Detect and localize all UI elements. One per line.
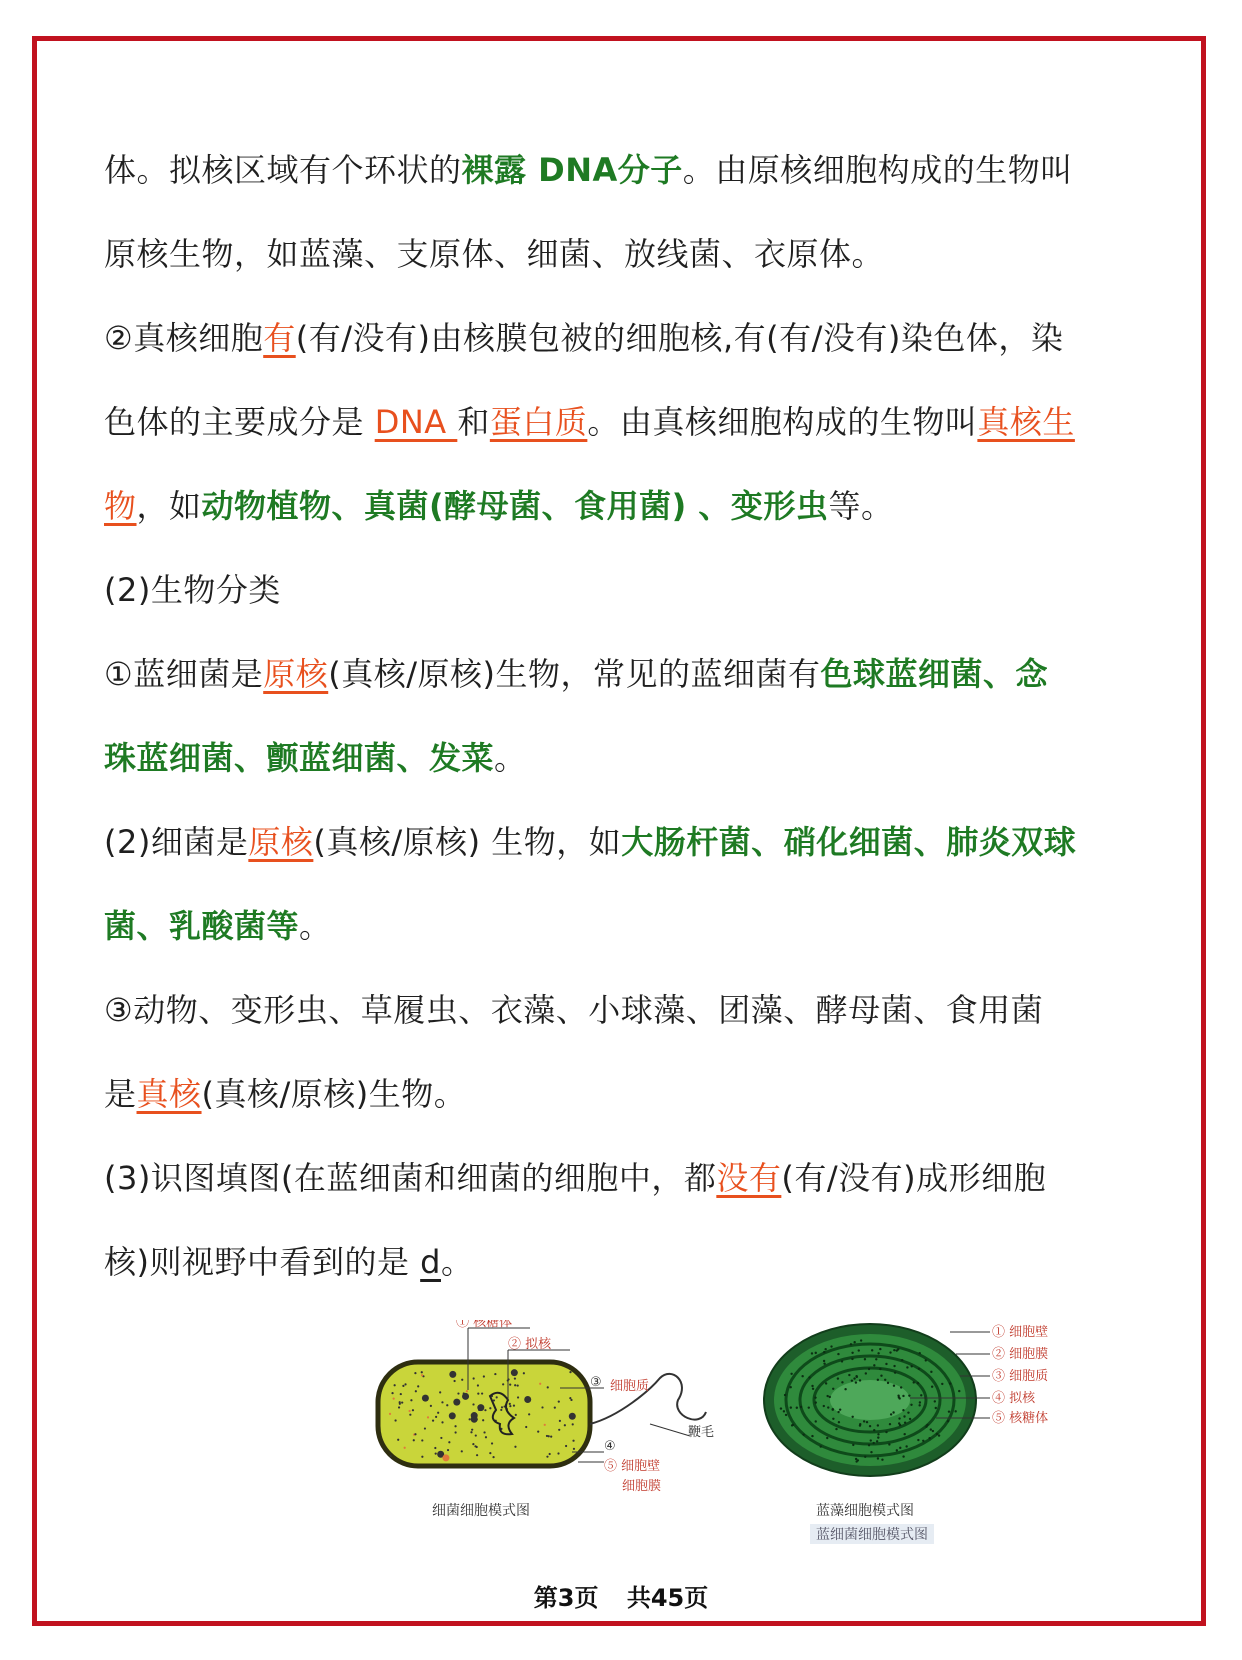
keyword-green: 色球蓝细菌、念: [820, 655, 1048, 693]
text-segment: 核)则视野中看到的是: [104, 1243, 421, 1281]
text-line: [104, 296, 1154, 380]
text-line: [104, 1052, 1154, 1136]
page-footer: [0, 1578, 1242, 1613]
text-segment: (有/没有)由核膜包被的细胞核,有(有/没有)染色体，染: [295, 319, 1064, 357]
text-line: [104, 800, 1154, 884]
answer-blank: 有: [263, 319, 296, 357]
bact-label-wall: ⑤ 细胞壁: [604, 1459, 661, 1474]
text-segment: (2)生物分类: [104, 571, 281, 609]
text-segment: ②真核细胞: [104, 319, 264, 357]
text-line: [104, 968, 1154, 1052]
page-total: 共45页: [626, 1584, 709, 1612]
cyano-caption: 蓝藻细胞模式图: [816, 1503, 914, 1519]
bact-label-cytoplasm: 细胞质: [610, 1379, 650, 1394]
text-segment: (真核/原核)生物，常见的蓝细菌有: [328, 655, 821, 693]
text-line: [104, 212, 1154, 296]
text-line: [104, 884, 1154, 968]
answer-underlined: d: [420, 1243, 441, 1281]
answer-blank: DNA: [374, 403, 458, 441]
cyano-label-nucleoid: ④ 拟核: [992, 1391, 1036, 1406]
text-line: [104, 1136, 1154, 1220]
cyano-label-wall: ① 细胞壁: [992, 1325, 1049, 1340]
text-segment: (有/没有)成形细胞: [781, 1159, 1047, 1197]
text-body: [104, 128, 1154, 1304]
answer-blank: 真核: [136, 1075, 202, 1113]
text-segment: 等。: [828, 487, 894, 525]
answer-blank: 蛋白质: [489, 403, 588, 441]
keyword-green: 大肠杆菌、硝化细菌、肺炎双球: [621, 823, 1077, 861]
text-segment: 。由原核细胞构成的生物叫: [682, 151, 1073, 189]
text-segment: (真核/原核)生物。: [201, 1075, 467, 1113]
text-segment: 。: [494, 739, 527, 777]
text-line: [104, 128, 1154, 212]
text-segment: 。: [299, 907, 332, 945]
text-segment: (2)细菌是: [104, 823, 249, 861]
bact-label-membrane: 细胞膜: [622, 1479, 662, 1494]
text-line: [104, 380, 1154, 464]
text-segment: 色体的主要成分是: [104, 403, 375, 441]
cyano-figure: [760, 1320, 1120, 1543]
text-segment: (真核/原核) 生物，如: [313, 823, 622, 861]
keyword-green: 菌、乳酸菌等: [104, 907, 300, 945]
bact-label-3: ③: [590, 1375, 602, 1390]
text-segment: (3)识图填图(在蓝细菌和细菌的细胞中，都: [104, 1159, 717, 1197]
text-line: [104, 1220, 1154, 1304]
text-line: [104, 632, 1154, 716]
bact-label-flagellum: 鞭毛: [688, 1425, 715, 1440]
page-number: 第3页: [533, 1584, 599, 1612]
text-line: [104, 548, 1154, 632]
answer-blank: 原核: [263, 655, 329, 693]
cyano-label-cytoplasm: ③ 细胞质: [992, 1369, 1049, 1384]
text-segment: 原核生物，如蓝藻、支原体、细菌、放线菌、衣原体。: [104, 235, 885, 273]
bacteria-diagram: [360, 1320, 740, 1500]
text-segment: 。由真核细胞构成的生物叫: [587, 403, 978, 441]
text-segment: 是: [104, 1075, 137, 1113]
cyano-diagram: [760, 1320, 1120, 1500]
text-line: [104, 464, 1154, 548]
cyano-label-ribosome: ⑤ 核糖体: [992, 1411, 1049, 1426]
text-segment: 体。拟核区域有个环状的: [104, 151, 462, 189]
answer-blank: 没有: [716, 1159, 782, 1197]
cyano-label-membrane: ② 细胞膜: [992, 1347, 1049, 1362]
text-segment: 。: [440, 1243, 474, 1281]
bact-label-nucleoid: ② 拟核: [508, 1337, 552, 1352]
bacteria-figure: [360, 1320, 740, 1519]
text-segment: 和: [457, 403, 490, 441]
text-segment: ③动物、变形虫、草履虫、衣藻、小球藻、团藻、酵母菌、食用菌: [104, 991, 1044, 1029]
text-line: [104, 716, 1154, 800]
bact-label-4: ④: [604, 1439, 616, 1454]
keyword-green: 裸露 DNA分子: [461, 151, 683, 189]
bacteria-caption: 细菌细胞模式图: [432, 1503, 530, 1519]
cyano-caption-2: 蓝细菌细胞模式图: [810, 1524, 934, 1544]
bact-label-ribosome: ① 核糖体: [456, 1320, 513, 1330]
answer-blank: 物: [104, 487, 137, 525]
text-segment: ①蓝细菌是: [104, 655, 264, 693]
keyword-green: 珠蓝细菌、颤蓝细菌、发菜: [104, 739, 495, 777]
answer-blank: 原核: [248, 823, 314, 861]
answer-blank: 真核生: [977, 403, 1075, 441]
text-segment: ，如: [136, 487, 202, 525]
keyword-green: 动物植物、真菌(酵母菌、食用菌) 、变形虫: [201, 487, 829, 525]
